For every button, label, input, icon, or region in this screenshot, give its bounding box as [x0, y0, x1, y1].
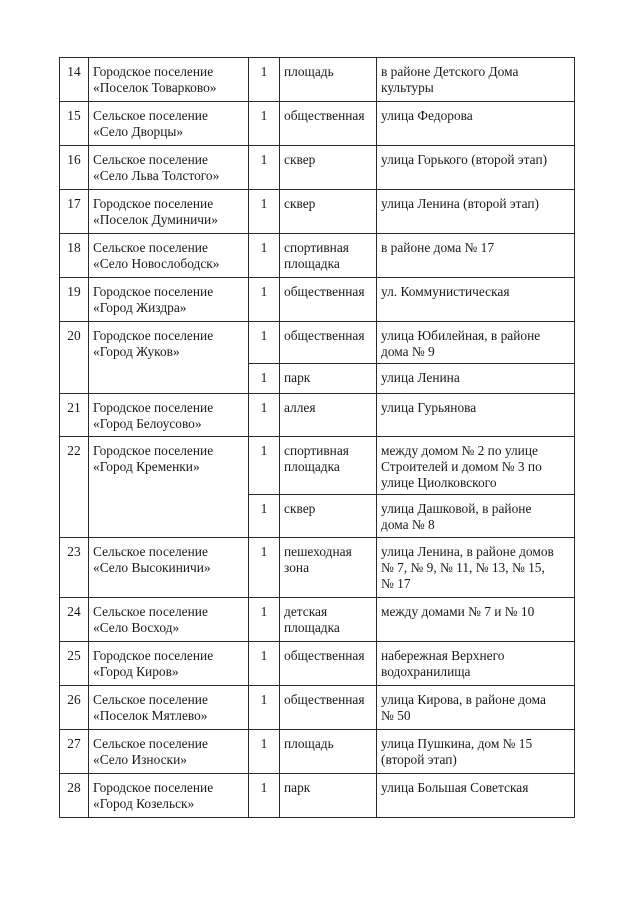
object-type	[280, 364, 377, 394]
settlement-name-line: «Город Козельск»	[93, 796, 195, 811]
object-type-line: пешеходная	[284, 544, 352, 559]
object-count: 1	[249, 642, 280, 686]
settlement-name-line: Городское поселение	[93, 64, 214, 79]
object-type-line: парк	[284, 370, 311, 385]
object-type	[280, 538, 377, 598]
settlement-name-line: «Город Белоусово»	[93, 416, 202, 431]
object-count: 1	[249, 102, 280, 146]
object-address-line: улица Дашковой, в районе	[381, 501, 532, 516]
settlement-name-line: «Город Жиздра»	[93, 300, 187, 315]
row-number: 24	[60, 598, 89, 642]
row-number: 21	[60, 394, 89, 437]
table-row	[60, 437, 575, 495]
object-address	[377, 686, 575, 730]
object-address-line: № 7, № 9, № 11, № 13, № 15,	[381, 560, 545, 575]
settlement-name-line: «Село Восход»	[93, 620, 180, 635]
settlement-name-line: Городское поселение	[93, 196, 214, 211]
object-address-line: набережная Верхнего	[381, 648, 505, 663]
settlement-name-line: Сельское поселение	[93, 240, 208, 255]
object-count: 1	[249, 437, 280, 495]
object-count: 1	[249, 598, 280, 642]
row-number: 16	[60, 146, 89, 190]
settlement-name	[89, 58, 249, 102]
object-type-line: общественная	[284, 648, 365, 663]
table-row	[60, 730, 575, 774]
object-type-line: аллея	[284, 400, 316, 415]
object-type-line: площадь	[284, 736, 334, 751]
settlement-name-line: Городское поселение	[93, 780, 214, 795]
settlement-name-line: «Село Высокиничи»	[93, 560, 211, 575]
object-type	[280, 598, 377, 642]
settlement-name	[89, 686, 249, 730]
table-row	[60, 58, 575, 102]
settlement-name-line: Сельское поселение	[93, 152, 208, 167]
object-type	[280, 437, 377, 495]
table-row	[60, 774, 575, 818]
object-address-line: дома № 9	[381, 344, 435, 359]
object-type	[280, 730, 377, 774]
table-row	[60, 598, 575, 642]
object-type	[280, 146, 377, 190]
object-count: 1	[249, 234, 280, 278]
object-address	[377, 234, 575, 278]
settlement-name-line: Городское поселение	[93, 284, 214, 299]
object-address-line: улица Горького (второй этап)	[381, 152, 548, 167]
row-number: 18	[60, 234, 89, 278]
object-address-line: Строителей и домом № 3 по	[381, 459, 542, 474]
settlement-name-line: Сельское поселение	[93, 692, 208, 707]
settlement-name-line: «Поселок Товарково»	[93, 80, 217, 95]
object-type-line: сквер	[284, 152, 316, 167]
object-address-line: улица Гурьянова	[381, 400, 477, 415]
settlement-name	[89, 598, 249, 642]
settlement-name-line: Сельское поселение	[93, 108, 208, 123]
object-address	[377, 146, 575, 190]
settlement-name-line: «Город Жуков»	[93, 344, 180, 359]
object-address	[377, 58, 575, 102]
settlement-name	[89, 538, 249, 598]
object-type-line: общественная	[284, 328, 365, 343]
settlements-table	[59, 57, 575, 818]
row-number: 20	[60, 322, 89, 394]
object-count: 1	[249, 774, 280, 818]
object-count: 1	[249, 58, 280, 102]
table-row	[60, 394, 575, 437]
row-number: 23	[60, 538, 89, 598]
object-address	[377, 642, 575, 686]
object-type-line: спортивная	[284, 443, 349, 458]
settlement-name-line: Городское поселение	[93, 443, 214, 458]
object-address	[377, 774, 575, 818]
settlement-name-line: «Село Износки»	[93, 752, 187, 767]
object-address-line: водохранилища	[381, 664, 471, 679]
object-address	[377, 322, 575, 364]
object-count: 1	[249, 322, 280, 364]
object-address-line: № 17	[381, 576, 411, 591]
row-number: 17	[60, 190, 89, 234]
object-count: 1	[249, 146, 280, 190]
object-type	[280, 278, 377, 322]
object-address-line: (второй этап)	[381, 752, 457, 767]
object-type	[280, 394, 377, 437]
object-type-line: сквер	[284, 501, 316, 516]
table-row	[60, 686, 575, 730]
object-address	[377, 437, 575, 495]
row-number: 15	[60, 102, 89, 146]
object-address-line: улица Юбилейная, в районе	[381, 328, 541, 343]
settlement-name	[89, 437, 249, 538]
row-number: 26	[60, 686, 89, 730]
row-number: 14	[60, 58, 89, 102]
object-address	[377, 364, 575, 394]
table-row	[60, 190, 575, 234]
settlement-name-line: «Село Льва Толстого»	[93, 168, 220, 183]
object-address	[377, 102, 575, 146]
settlement-name	[89, 278, 249, 322]
object-address-line: в районе дома № 17	[381, 240, 495, 255]
object-address-line: между домами № 7 и № 10	[381, 604, 535, 619]
object-address	[377, 495, 575, 538]
object-count: 1	[249, 538, 280, 598]
settlement-name-line: «Село Новослободск»	[93, 256, 220, 271]
settlement-name	[89, 102, 249, 146]
table-row	[60, 234, 575, 278]
object-type-line: площадка	[284, 459, 340, 474]
settlement-name-line: Городское поселение	[93, 328, 214, 343]
object-type	[280, 495, 377, 538]
row-number: 28	[60, 774, 89, 818]
object-address-line: между домом № 2 по улице	[381, 443, 538, 458]
settlement-name-line: «Поселок Мятлево»	[93, 708, 208, 723]
object-type	[280, 190, 377, 234]
row-number: 22	[60, 437, 89, 538]
object-address-line: дома № 8	[381, 517, 435, 532]
settlement-name-line: «Поселок Думиничи»	[93, 212, 218, 227]
settlement-name	[89, 730, 249, 774]
object-address-line: улица Ленина	[381, 370, 460, 385]
object-type-line: общественная	[284, 692, 365, 707]
object-address-line: улица Кирова, в районе дома	[381, 692, 546, 707]
object-address-line: культуры	[381, 80, 434, 95]
object-count: 1	[249, 190, 280, 234]
table-row	[60, 102, 575, 146]
object-count: 1	[249, 394, 280, 437]
object-type	[280, 642, 377, 686]
object-type	[280, 322, 377, 364]
object-address-line: улица Большая Советская	[381, 780, 529, 795]
settlement-name-line: Городское поселение	[93, 400, 214, 415]
object-type-line: детская	[284, 604, 328, 619]
settlement-name-line: «Город Киров»	[93, 664, 179, 679]
object-count: 1	[249, 495, 280, 538]
table-row	[60, 642, 575, 686]
settlement-name	[89, 234, 249, 278]
object-address-line: улица Федорова	[381, 108, 473, 123]
settlement-name-line: Городское поселение	[93, 648, 214, 663]
table-row	[60, 322, 575, 364]
table-row	[60, 146, 575, 190]
object-type-line: зона	[284, 560, 310, 575]
object-type-line: сквер	[284, 196, 316, 211]
settlement-name-line: Сельское поселение	[93, 604, 208, 619]
row-number: 25	[60, 642, 89, 686]
settlement-name-line: «Село Дворцы»	[93, 124, 184, 139]
object-type-line: парк	[284, 780, 311, 795]
object-address	[377, 730, 575, 774]
object-address-line: улице Циолковского	[381, 475, 497, 490]
object-type	[280, 686, 377, 730]
row-number: 27	[60, 730, 89, 774]
object-type	[280, 774, 377, 818]
object-count: 1	[249, 686, 280, 730]
settlement-name-line: Сельское поселение	[93, 544, 208, 559]
settlement-name	[89, 190, 249, 234]
object-address	[377, 394, 575, 437]
settlement-name	[89, 642, 249, 686]
object-count: 1	[249, 278, 280, 322]
object-address-line: улица Ленина (второй этап)	[381, 196, 540, 211]
object-type-line: площадка	[284, 620, 340, 635]
object-address	[377, 598, 575, 642]
settlement-name	[89, 322, 249, 394]
object-type	[280, 58, 377, 102]
object-type	[280, 102, 377, 146]
table-row	[60, 278, 575, 322]
object-address	[377, 190, 575, 234]
settlement-name	[89, 774, 249, 818]
object-type-line: спортивная	[284, 240, 349, 255]
object-count: 1	[249, 730, 280, 774]
object-type-line: общественная	[284, 284, 365, 299]
object-type-line: площадь	[284, 64, 334, 79]
settlement-name	[89, 394, 249, 437]
settlement-name-line: «Город Кременки»	[93, 459, 200, 474]
object-address-line: № 50	[381, 708, 411, 723]
object-type	[280, 234, 377, 278]
object-address	[377, 538, 575, 598]
object-type-line: площадка	[284, 256, 340, 271]
object-address-line: в районе Детского Дома	[381, 64, 519, 79]
object-count: 1	[249, 364, 280, 394]
object-address-line: улица Пушкина, дом № 15	[381, 736, 533, 751]
settlement-name	[89, 146, 249, 190]
object-address-line: ул. Коммунистическая	[381, 284, 510, 299]
settlement-name-line: Сельское поселение	[93, 736, 208, 751]
object-address-line: улица Ленина, в районе домов	[381, 544, 554, 559]
object-type-line: общественная	[284, 108, 365, 123]
object-address	[377, 278, 575, 322]
row-number: 19	[60, 278, 89, 322]
table-row	[60, 538, 575, 598]
table-body	[60, 58, 575, 818]
